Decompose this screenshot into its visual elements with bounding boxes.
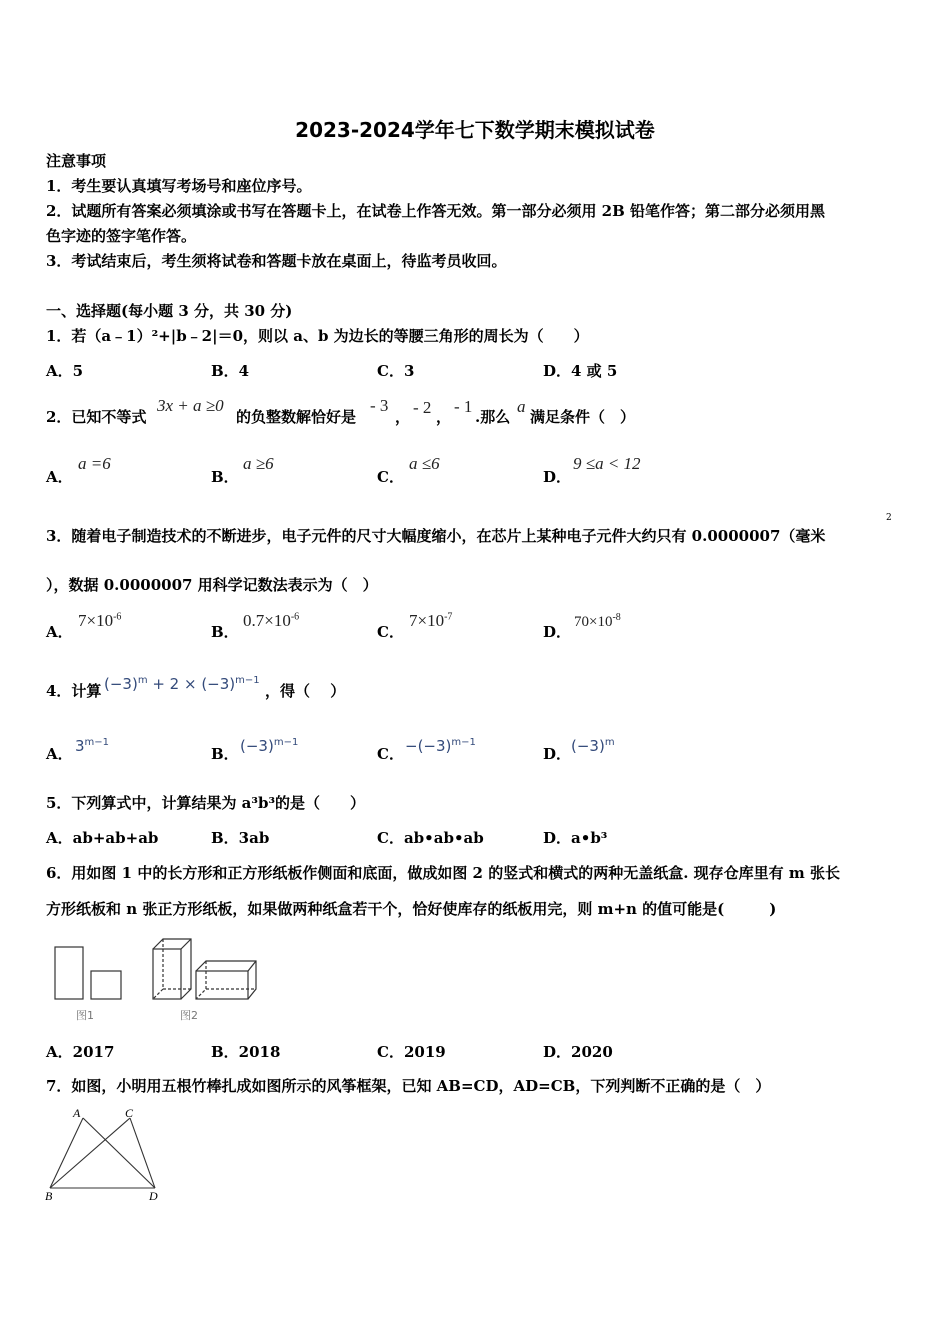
question-2-inequality: 3x + a ≥0 xyxy=(157,396,224,415)
question-2-option-b-label: B． xyxy=(211,468,239,486)
question-2-comma-1: ， xyxy=(395,408,411,426)
notice-item-2-cont: 色字迹的签字笔作答。 xyxy=(46,227,197,245)
question-5-stem: 5．下列算式中，计算结果为 a³b³的是（ ） xyxy=(46,794,366,812)
question-4-expr-exp: m xyxy=(137,675,148,686)
question-3-superscript: 2 xyxy=(886,513,892,523)
question-3-option-b-label: B． xyxy=(211,623,239,641)
question-7-kite-figure xyxy=(40,1104,170,1204)
question-4-expr-base: (−3) xyxy=(104,675,138,693)
question-6-stem-line-2: 方形纸板和 n 张正方形纸板，如果做两种纸盒若干个，恰好使库存的纸板用完，则 m+n 的值可能是( ) xyxy=(46,900,777,918)
question-4-option-d-exp: m xyxy=(604,737,615,748)
question-4-option-a-label: A． xyxy=(46,745,73,763)
question-2-option-a-expr: a =6 xyxy=(78,454,111,473)
question-2-option-c-expr: a ≤6 xyxy=(409,454,440,473)
question-3-option-a-expr: 7×10 xyxy=(78,611,114,630)
question-3-option-b-exp: -6 xyxy=(290,611,300,623)
question-3-option-a-label: A． xyxy=(46,623,73,641)
question-1-option-d: D．4 或 5 xyxy=(543,362,618,380)
question-5-option-d: D．a•b³ xyxy=(543,829,608,847)
question-3-option-b-expr: 0.7×10 xyxy=(243,611,291,630)
question-4-stem-part2: ，得（ ） xyxy=(265,682,346,700)
question-3-option-c-expr: 7×10 xyxy=(409,611,445,630)
question-2-variable: a xyxy=(517,397,526,416)
question-2-stem-part1: 2．已知不等式 xyxy=(46,408,147,426)
question-4-option-a-expr: 3 xyxy=(75,737,85,755)
question-3-option-d-label: D． xyxy=(543,623,572,641)
question-6-option-a: A．2017 xyxy=(46,1043,115,1061)
question-2-stem-part2: 的负整数解恰好是 xyxy=(236,408,357,426)
notice-heading: 注意事项 xyxy=(46,152,107,170)
question-2-stem-part4: 满足条件（ ） xyxy=(530,408,636,426)
question-5-option-a: A．ab+ab+ab xyxy=(46,829,159,847)
question-4-option-d-label: D． xyxy=(543,745,572,763)
notice-item-3: 3．考试结束后，考生须将试卷和答题卡放在桌面上，待监考员收回。 xyxy=(46,252,507,270)
figure-2-vertical-box xyxy=(153,939,191,999)
question-2-option-d-label: D． xyxy=(543,468,572,486)
question-1-option-b: B．4 xyxy=(211,362,250,380)
question-1-stem: 1．若（a﹣1）²+|b﹣2|＝0，则以 a、b 为边长的等腰三角形的周长为（ ） xyxy=(46,327,589,345)
question-2-option-b-expr: a ≥6 xyxy=(243,454,274,473)
question-2-option-d-expr: 9 ≤a < 12 xyxy=(573,454,641,473)
figure-1-caption: 图1 xyxy=(76,1009,94,1022)
section-heading: 一、选择题(每小题 3 分，共 30 分) xyxy=(46,302,293,320)
figure-1-rectangle xyxy=(55,947,83,999)
question-2-option-c-label: C． xyxy=(377,468,404,486)
question-4-option-c-exp: m−1 xyxy=(451,737,476,748)
question-2-option-a-label: A． xyxy=(46,468,73,486)
question-3-stem-line-1: 3．随着电子制造技术的不断进步，电子元件的尺寸大幅度缩小，在芯片上某种电子元件大约只有 0.0000007（毫米 xyxy=(46,527,826,545)
question-2-value-1: - 3 xyxy=(370,396,389,415)
vertex-label-d: D xyxy=(149,1189,158,1203)
notice-item-2: 2．试题所有答案必须填涂或书写在答题卡上，在试卷上作答无效。第一部分必须用 2B 铅笔作答；第二部分必须用黑 xyxy=(46,202,826,220)
question-5-option-c: C．ab•ab•ab xyxy=(377,829,484,847)
question-1-option-c: C．3 xyxy=(377,362,415,380)
figure-2-horizontal-box xyxy=(196,961,256,999)
question-6-figure xyxy=(50,935,260,1025)
question-6-option-b: B．2018 xyxy=(211,1043,281,1061)
question-3-option-c-exp: -7 xyxy=(444,611,453,623)
question-3-option-d-exp: -8 xyxy=(612,612,621,623)
question-4-stem-part1: 4．计算 xyxy=(46,682,102,700)
question-2-comma-2: ， xyxy=(436,408,452,426)
question-3-stem-line-2: ），数据 0.0000007 用科学记数法表示为（ ） xyxy=(46,576,378,594)
vertex-label-a: A xyxy=(73,1106,81,1120)
question-1-option-a: A．5 xyxy=(46,362,84,380)
question-7-stem: 7．如图，小明用五根竹棒扎成如图所示的风筝框架，已知 AB=CD，AD=CB，下列判断不正确的是（ ） xyxy=(46,1077,771,1095)
question-2-value-3: - 1 xyxy=(454,397,473,416)
figure-2-caption: 图2 xyxy=(180,1009,198,1022)
vertex-label-b: B xyxy=(45,1189,53,1203)
figure-1-square xyxy=(91,971,121,999)
question-4-option-b-exp: m−1 xyxy=(273,737,299,748)
question-4-option-b-expr: (−3) xyxy=(240,737,274,755)
page-title: 2023-2024学年七下数学期末模拟试卷 xyxy=(295,118,655,142)
question-2-stem-part3: .那么 xyxy=(475,408,511,426)
question-4-option-a-exp: m−1 xyxy=(84,737,110,748)
question-4-option-c-label: C． xyxy=(377,745,404,763)
notice-item-1: 1．考生要认真填写考场号和座位序号。 xyxy=(46,177,312,195)
question-3-option-d-expr: 70×10 xyxy=(574,614,613,630)
question-4-option-c-expr: −(−3) xyxy=(405,737,452,755)
question-3-option-a-exp: -6 xyxy=(113,611,122,623)
question-4-option-d-expr: (−3) xyxy=(571,737,605,755)
question-2-value-2: - 2 xyxy=(413,398,432,417)
question-4-expr-mid: + 2 × (−3) xyxy=(147,675,236,693)
vertex-label-c: C xyxy=(125,1106,134,1120)
question-3-option-c-label: C． xyxy=(377,623,404,641)
question-6-option-c: C．2019 xyxy=(377,1043,446,1061)
question-5-option-b: B．3ab xyxy=(211,829,270,847)
question-4-expr-exp-2: m−1 xyxy=(235,675,260,686)
question-6-stem-line-1: 6．用如图 1 中的长方形和正方形纸板作侧面和底面，做成如图 2 的竖式和横式的两种无盖纸盒. 现存仓库里有 m 张长 xyxy=(46,864,840,882)
question-4-option-b-label: B． xyxy=(211,745,239,763)
question-6-option-d: D．2020 xyxy=(543,1043,613,1061)
